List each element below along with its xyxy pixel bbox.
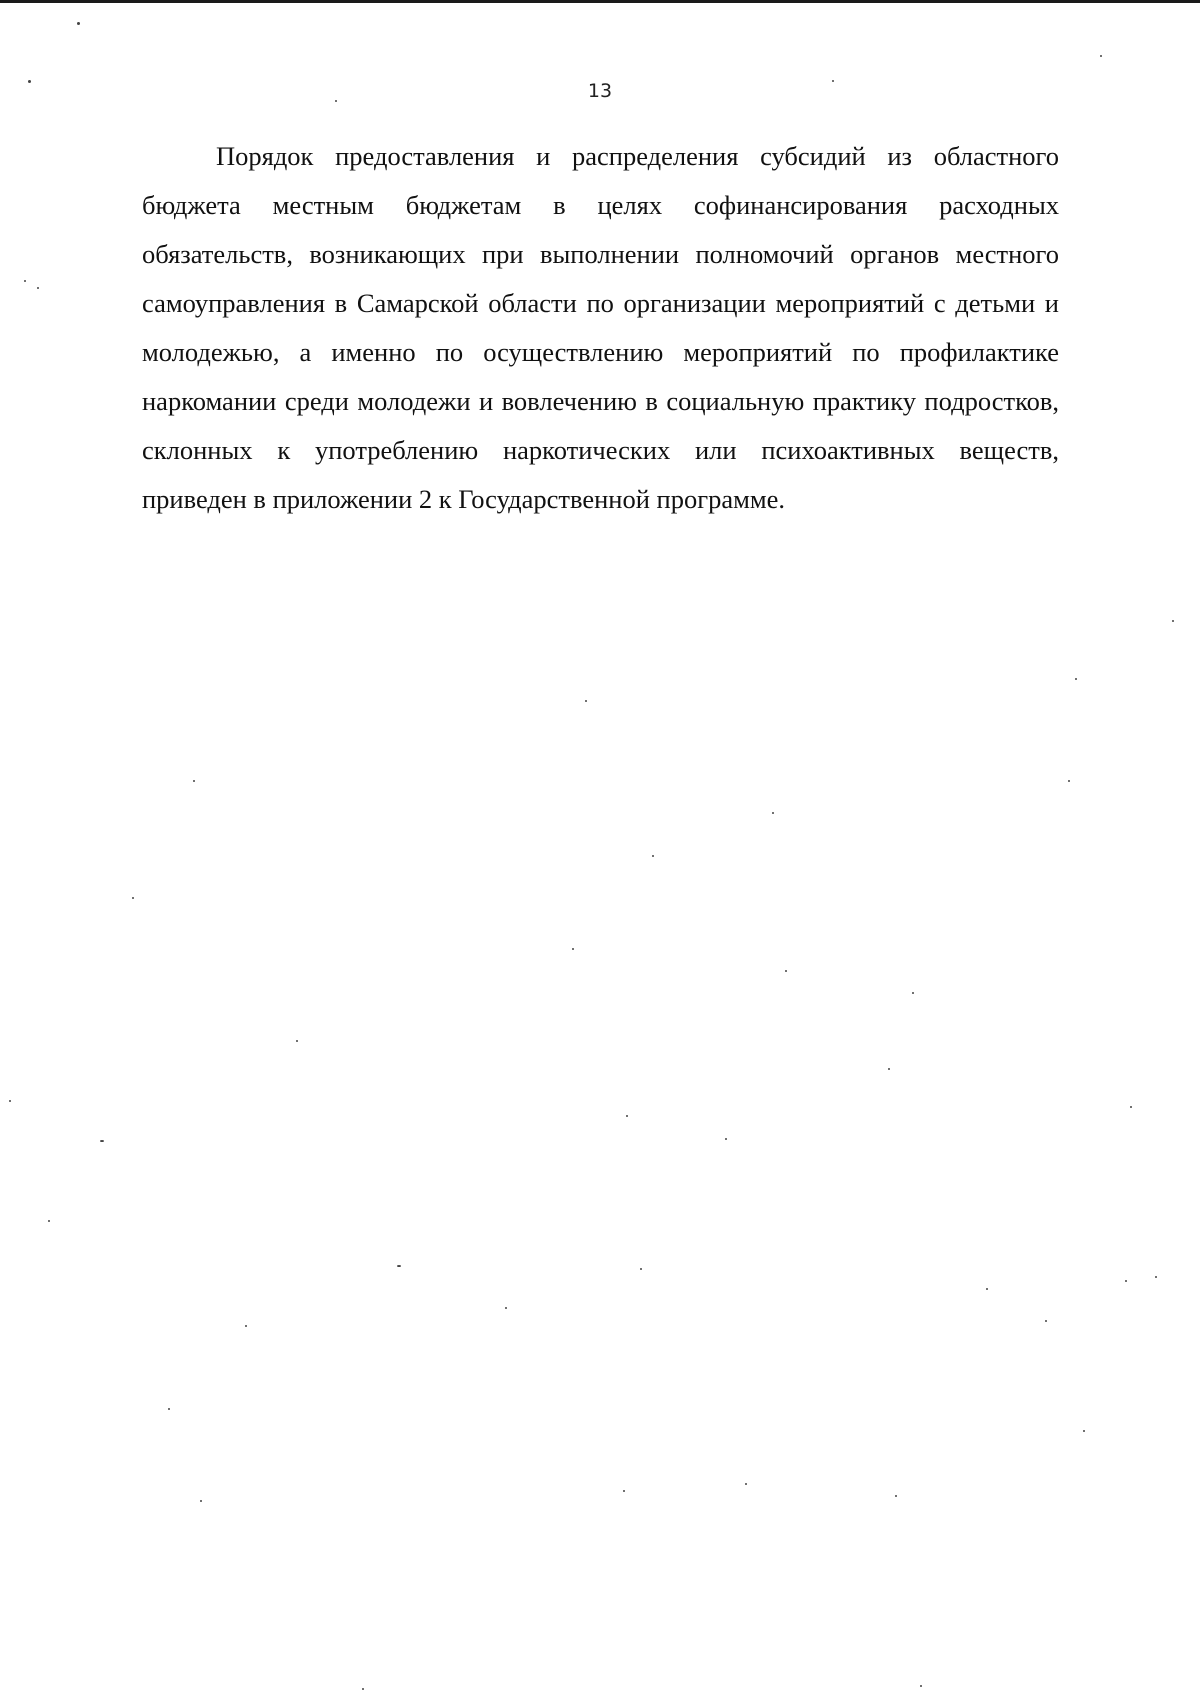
scan-top-edge xyxy=(0,0,1200,3)
body-paragraph: Порядок предоставления и распределения субсидий из областного бюджета местным бюджетам в целях софинансирования расходных обязательств, возникающих при выполнении полномочий органов местного самоуправления в Самарской области по организации мероприятий с детьми и молодежью, а именно по осуществлению мероприятий по профилактике наркомании среди молодежи и вовлечению в социальную практику подростков, склонных к употреблению наркотических или психоактивных веществ, приведен в приложении 2 к Государственной программе. xyxy=(142,141,1059,514)
page-number: 13 xyxy=(587,80,613,102)
